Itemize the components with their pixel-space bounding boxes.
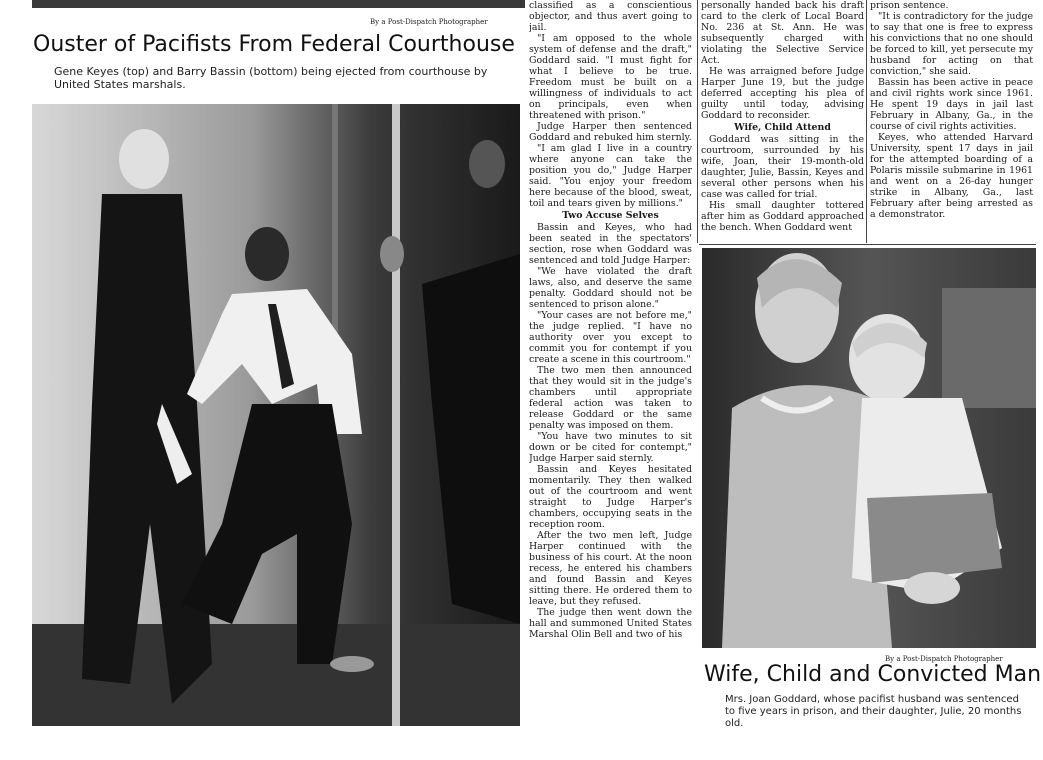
col1-subhead: Two Accuse Selves bbox=[562, 210, 659, 221]
col1-paragraph: classified as a conscientious objector, and thus avert going to jail. bbox=[529, 0, 692, 33]
left-photo-credit: By a Post-Dispatch Photographer bbox=[370, 18, 488, 26]
courthouse-ejection-photo bbox=[32, 104, 520, 726]
right-caption: Mrs. Joan Goddard, whose pacifist husband was sentenced to five years in prison, and their daughter, Julie, 20 months old. bbox=[725, 694, 1022, 729]
col1-paragraph: After the two men left, Judge Harper continued with the business of his court. At the noon recess, he entered his chambers and found Bassin and Keyes sitting there. He ordered them to leave, but they refused. bbox=[529, 530, 692, 607]
col1-paragraph: The two men then announced that they would sit in the judge's chambers until appropriate federal action was taken to release Goddard or the same penalty was imposed on them. bbox=[529, 365, 692, 431]
col3-paragraph: Keyes, who attended Harvard University, spent 17 days in jail for the attempted boarding of a Polaris missile submarine in 1961 and went on a 26-day hunger strike in Albany, Ga., last February after being arrested as a demonstrator. bbox=[870, 132, 1033, 220]
left-caption: Gene Keyes (top) and Barry Bassin (bottom) being ejected from courthouse by United States marshals. bbox=[54, 65, 488, 91]
left-headline: Ouster of Pacifists From Federal Courthouse bbox=[33, 32, 515, 57]
col1-paragraph: "I am opposed to the whole system of defense and the draft," Goddard said. "I must fight for what I believe to be true. Freedom must be built on a willingness of individuals to act on principals, even when threatened with prison." bbox=[529, 33, 692, 121]
col3-paragraph: Bassin has been active in peace and civil rights work since 1961. He spent 19 days in jail last February in Albany, Ga., in the course of civil rights activities. bbox=[870, 77, 1033, 132]
col2-paragraph: Goddard was sitting in the courtroom, surrounded by his wife, Joan, their 19-month-old daughter, Julie, Bassin, Keyes and several other persons when his case was called for trial. bbox=[701, 134, 864, 200]
top-photo-edge bbox=[32, 0, 525, 8]
col1-paragraph: "Your cases are not before me," the judge replied. "I have no authority over you except to commit you for contempt if you create a scene in this courtroom." bbox=[529, 310, 692, 365]
col1-paragraph: Judge Harper then sentenced Goddard and rebuked him sternly. bbox=[529, 121, 692, 143]
article-column-3 bbox=[870, 0, 1033, 243]
col2-subhead: Wife, Child Attend bbox=[734, 122, 831, 133]
col1-paragraph: The judge then went down the hall and summoned United States Marshal Olin Bell and two of his bbox=[529, 607, 692, 640]
col3-paragraph: prison sentence. bbox=[870, 0, 949, 11]
col1-paragraph: "I am glad I live in a country where anyone can take the position you do," Judge Harper said. "You enjoy your freedom here because of the blood, sweat, toil and tears given by millions." bbox=[529, 143, 692, 209]
column-divider bbox=[697, 0, 698, 243]
right-headline: Wife, Child and Convicted Man bbox=[704, 662, 1042, 687]
article-column-1 bbox=[529, 0, 692, 735]
right-photo-credit: By a Post-Dispatch Photographer bbox=[885, 655, 1003, 663]
col2-paragraph: He was arraigned before Judge Harper June 19, but the judge deferred accepting his plea of guilty until today, advising Goddard to reconsider. bbox=[701, 66, 864, 121]
column-divider bbox=[866, 0, 867, 243]
col3-paragraph: "It is contradictory for the judge to say that one is free to express his convictions that no one should be forced to kill, yet persecute my husband for acting on that conviction," she said. bbox=[870, 11, 1033, 77]
col1-paragraph: "You have two minutes to sit down or be cited for contempt," Judge Harper said sternly. bbox=[529, 431, 692, 464]
section-divider bbox=[699, 244, 1036, 245]
col1-paragraph: Bassin and Keyes hesitated momentarily. They then walked out of the courtroom and went straight to Judge Harper's chambers, occupying seats in the reception room. bbox=[529, 464, 692, 530]
goddard-family-photo bbox=[702, 248, 1036, 648]
col2-paragraph: personally handed back his draft card to the clerk of Local Board No. 236 at St. Ann. He was subsequently charged with violating the Selective Service Act. bbox=[701, 0, 864, 66]
article-column-2 bbox=[701, 0, 864, 243]
col2-paragraph: His small daughter tottered after him as Goddard approached the bench. When Goddard went bbox=[701, 200, 864, 233]
col1-paragraph: Bassin and Keyes, who had been seated in the spectators' section, rose when Goddard was sentenced and told Judge Harper: bbox=[529, 222, 692, 266]
col1-paragraph: "We have violated the draft laws, also, and deserve the same penalty. Goddard should not be sentenced to prison alone." bbox=[529, 266, 692, 310]
